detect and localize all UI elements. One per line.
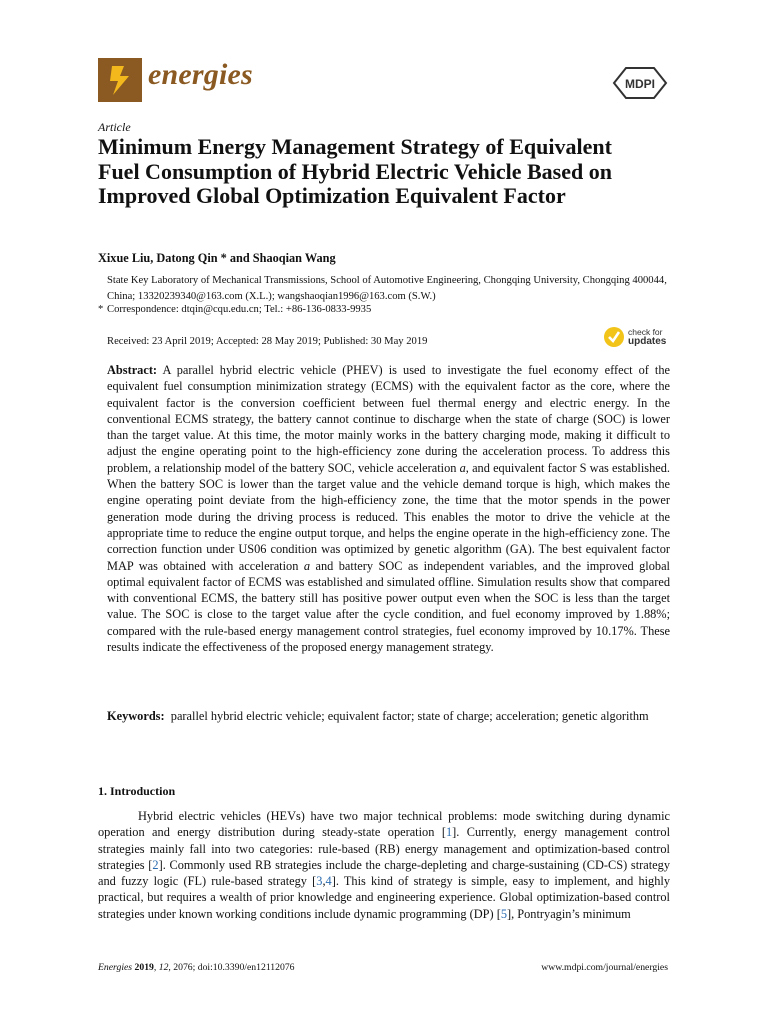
abstract-text-2: , and equivalent factor S was established. When the battery SOC is lower than the target value and the vehicle demand torque is high, which makes the engine operating point deviate from the high-efficiency zone, the time that the motor spends in the power generation mode during the driving process is reduced. This enables the motor to drive the vehicle at the appropriate time to reduce the engine output torque, and helps the engine operate in the high-efficiency zone. The correction function under US06 condition was optimized by genetic algorithm (GA). The best equivalent factor MAP was obtained with acceleration xyxy=(107,460,670,573)
correspondence-text: Correspondence: dtqin@cqu.edu.cn; Tel.: +86-136-0833-9935 xyxy=(107,304,372,315)
abstract-var-a-1: a xyxy=(459,460,466,475)
intro-text-2: ]. Currently, energy management control strategies mainly fall into two categories: rule-based (RB) energy management and optimization-based control strategies [ xyxy=(98,825,670,872)
abstract-text-3: and battery SOC as independent variables, and the improved global optimal equivalent factor of ECMS was established and simulated offline. Simulation results show that compared with conventional ECMS, the battery still has positive power output even when the SOC is less than the target value. The SOC is close to the target value after the cycle condition, and fuel economy improved by 1.88%; compared with the rule-based energy management control strategies, fuel economy improved by 10.17%. These results indicate the effectiveness of the proposed energy management strategy. xyxy=(107,558,670,655)
intro-text-1: Hybrid electric vehicles (HEVs) have two major technical problems: mode switching during dynamic operation and energy distribution during steady-state operation [ xyxy=(98,809,670,840)
author-list: Xixue Liu, Datong Qin * and Shaoqian Wang xyxy=(98,251,336,265)
footer-year: 2019 xyxy=(134,962,154,973)
journal-logo xyxy=(98,58,142,102)
citation-link[interactable]: 1 xyxy=(445,825,453,840)
intro-text-3: ]. Commonly used RB strategies include the charge-depleting and charge-sustaining (CD-CS) strategy and fuzzy logic (FL) rule-based strategy [ xyxy=(98,857,671,889)
mdpi-hexagon-icon xyxy=(612,66,668,100)
section-heading: 1. Introduction xyxy=(98,784,176,798)
publication-dates: Received: 23 April 2019; Accepted: 28 May 2019; Published: 30 May 2019 xyxy=(107,336,428,347)
article-type: Article xyxy=(98,120,131,134)
journal-name[interactable]: energies xyxy=(148,58,253,91)
lightning-bolt-icon xyxy=(98,58,142,102)
keywords xyxy=(107,708,670,724)
abstract xyxy=(107,362,670,655)
publisher-logo[interactable] xyxy=(612,66,668,105)
intro-text-4: , xyxy=(322,874,326,889)
keywords-label: Keywords: xyxy=(107,709,165,723)
footer-journal: Energies xyxy=(98,962,133,973)
check-for-updates-badge[interactable] xyxy=(603,325,683,351)
publisher-name: MDPI xyxy=(625,77,655,91)
correspondence-mark: * xyxy=(98,304,104,315)
correspondence xyxy=(98,304,371,315)
check-updates-line1: check for xyxy=(628,327,663,337)
check-updates-icon xyxy=(603,325,625,349)
abstract-text-1: A parallel hybrid electric vehicle (PHEV) is used to investigate the fuel economy effect of the equivalent fuel consumption minimization strategy (ECMS) with the equivalent factor as the core, where the equivalent factor is the conversion coefficient between fuel thermal energy and electric energy. In the conventional ECMS strategy, the battery cannot continue to discharge when the state of charge (SOC) is lower than the target value. At this time, the motor mainly works in the battery charging mode, making it difficult to adjust the engine operating point to the high-efficiency zone during the acceleration process. To address this problem, a relationship model of the battery SOC, vehicle acceleration xyxy=(107,363,671,475)
keywords-text: parallel hybrid electric vehicle; equivalent factor; state of charge; acceleration; genetic algorithm xyxy=(170,709,649,723)
intro-text-6: ], Pontryagin’s minimum xyxy=(506,906,631,921)
introduction-paragraph xyxy=(98,808,670,922)
intro-text-5: ]. This kind of strategy is simple, easy to implement, and highly practical, but requires a wealth of prior knowledge and engineering experience. Global optimization-based control strategies under known working conditions include dynamic programming (DP) [ xyxy=(98,874,670,921)
citation-link[interactable]: 5 xyxy=(500,906,507,921)
abstract-label: Abstract: xyxy=(107,363,158,377)
article-title: Minimum Energy Management Strategy of Equivalent Fuel Consumption of Hybrid Electric Vehicle Based on Improved Global Optimization Equivalent Factor xyxy=(98,134,612,208)
footer-citation: Energies 2019, 12, 2076; doi:10.3390/en12112076 xyxy=(98,962,295,973)
citation-link[interactable]: 3 xyxy=(316,874,323,889)
citation-link[interactable]: 4 xyxy=(325,874,332,889)
affiliation: State Key Laboratory of Mechanical Transmissions, School of Automotive Engineering, Chongqing University, Chongqing 400044, China; 13320239340@163.com (X.L.); wangshaoqian1996@163.com (S.W.) xyxy=(107,275,667,302)
citation-link[interactable]: 2 xyxy=(152,857,159,872)
check-updates-line2: updates xyxy=(628,336,667,347)
footer-url[interactable]: www.mdpi.com/journal/energies xyxy=(541,962,668,973)
footer-doi: , 2076; doi:10.3390/en12112076 xyxy=(168,962,295,973)
footer-volume: 12 xyxy=(158,962,169,973)
abstract-var-a-2: a xyxy=(303,558,311,573)
